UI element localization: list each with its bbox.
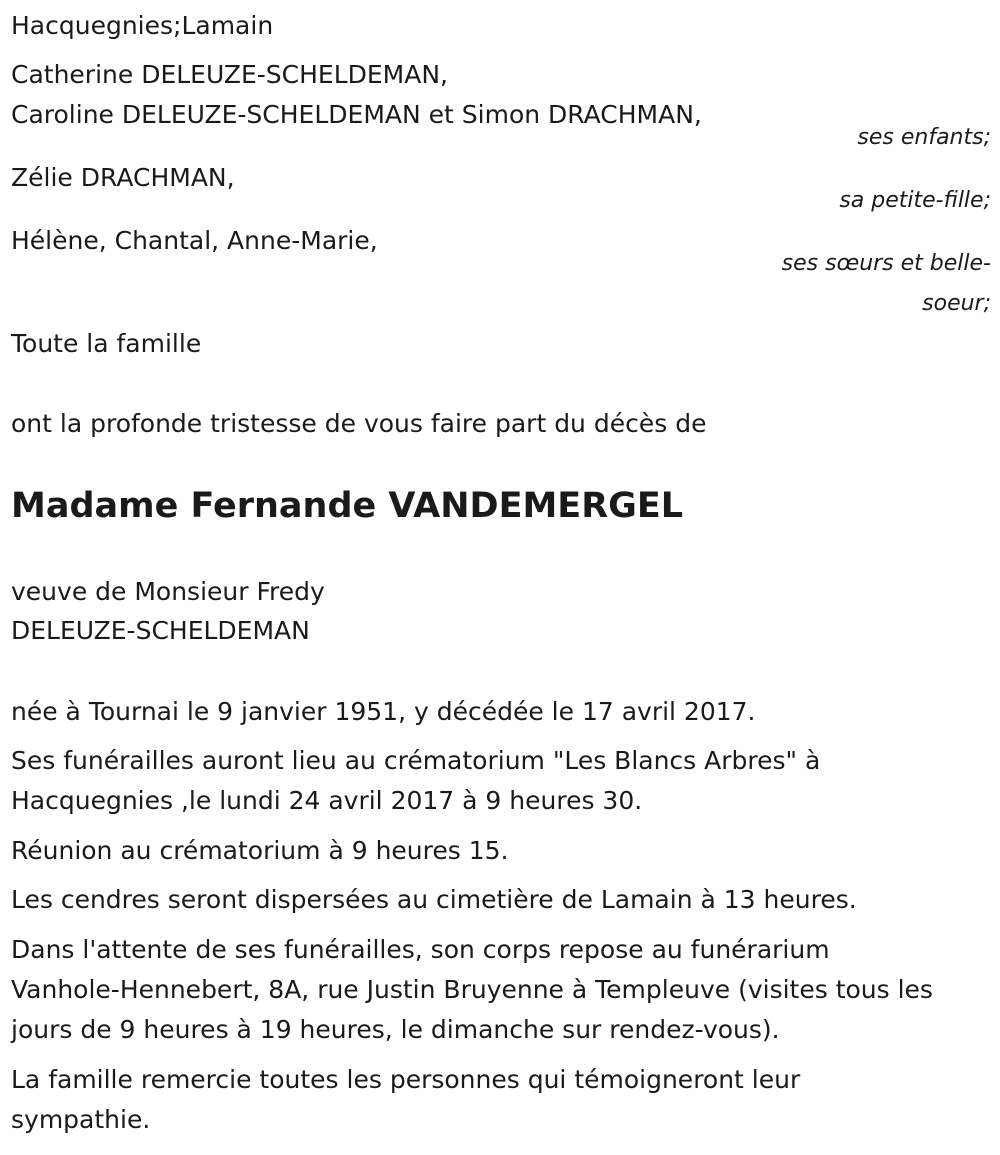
child-1: Catherine DELEUZE-SCHELDEMAN, — [11, 60, 448, 89]
granddaughter: Zélie DRACHMAN, — [11, 163, 235, 192]
birth-death: née à Tournai le 9 janvier 1951, y décédée le 17 avril 2017. — [11, 697, 756, 726]
meeting-info: Réunion au crématorium à 9 heures 15. — [11, 836, 509, 865]
thanks-line-2: sympathie. — [11, 1105, 151, 1134]
children-relation: ses enfants; — [857, 125, 991, 150]
whole-family: Toute la famille — [11, 329, 202, 358]
child-2: Caroline DELEUZE-SCHELDEMAN et Simon DRACHMAN, — [11, 100, 702, 129]
widow-line-1: veuve de Monsieur Fredy — [11, 577, 325, 606]
thanks-line-1: La famille remercie toutes les personnes qui témoigneront leur — [11, 1065, 801, 1094]
ashes-info: Les cendres seront dispersées au cimetière de Lamain à 13 heures. — [11, 885, 857, 914]
granddaughter-relation: sa petite-fille; — [839, 188, 991, 213]
widow-line-2: DELEUZE-SCHELDEMAN — [11, 616, 310, 645]
sisters-relation-line2: soeur; — [922, 291, 991, 316]
locality-header: Hacquegnies;Lamain — [11, 11, 274, 40]
rest-line-1: Dans l'attente de ses funérailles, son corps repose au funérarium — [11, 935, 830, 964]
funeral-line-2: Hacquegnies ,le lundi 24 avril 2017 à 9 heures 30. — [11, 786, 643, 815]
funeral-line-1: Ses funérailles auront lieu au crématorium "Les Blancs Arbres" à — [11, 746, 821, 775]
rest-line-3: jours de 9 heures à 19 heures, le dimanche sur rendez-vous). — [11, 1015, 780, 1044]
rest-line-2: Vanhole-Hennebert, 8A, rue Justin Bruyenne à Templeuve (visites tous les — [11, 975, 933, 1004]
deceased-name: Madame Fernande VANDEMERGEL — [11, 486, 684, 526]
sisters-relation-line1: ses sœurs et belle- — [781, 251, 991, 276]
announcement-intro: ont la profonde tristesse de vous faire part du décès de — [11, 409, 707, 438]
sisters: Hélène, Chantal, Anne-Marie, — [11, 226, 378, 255]
